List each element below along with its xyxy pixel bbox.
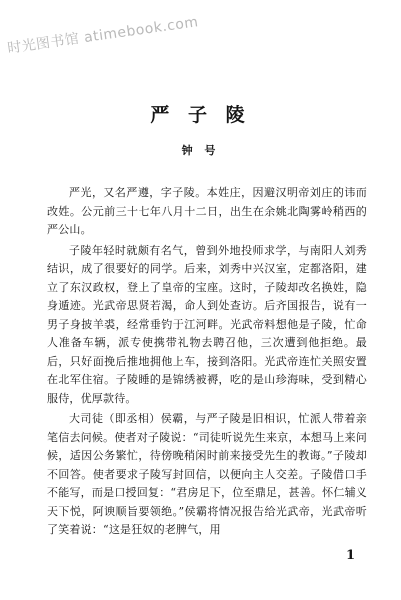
author-name: 钟 号: [181, 144, 220, 157]
page-number: 1: [346, 548, 356, 563]
body-text: [47, 184, 367, 542]
paragraph: 大司徒（即丞相）侯霸，与严子陵是旧相识，忙派人带着亲笔信去问候。使者对子陵说：“司徒听说先生来京，本想马上来问候，适因公务繁忙，待傍晚稍闲时前来接受先生的教诲。”子陵却不回答。使者要求子陵写封回信，以便向主人交差。子陵借口手不能写，而是口授回复：“君房足下，位至鼎足，甚善。怀仁辅义天下悦，阿谀顺旨要领绝。”侯霸将情况报告给光武帝，光武帝听了笑着说：“这是狂奴的老脾气，用: [47, 412, 367, 536]
watermark-text: 时光图书馆 atimebook.com: [6, 14, 200, 57]
page-title: 严 子 陵: [150, 104, 251, 126]
paragraph: 子陵年轻时就颇有名气，曾到外地投师求学，与南阳人刘秀结识，成了很要好的同学。后来，刘秀中兴汉室，定都洛阳，建立了东汉政权，登上了皇帝的宝座。这时，子陵却改名换姓，隐身遁迹。光武帝思贤若渴，命人到处查访。后齐国报告，说有一男子身披羊裘，经常垂钓于江河畔。光武帝料想他是子陵，忙命人准备车辆，派专使携带礼物去聘召他，三次遭到他拒绝。最后，只好面挽后推地拥他上车，接到洛阳。光武帝连忙关照安置在北军住宿。子陵睡的是锦绣被褥，吃的是山珍海味，受到精心服侍，优厚款待。: [47, 243, 367, 405]
paragraph: 严光，又名严遵，字子陵。本姓庄，因避汉明帝刘庄的讳而改姓。公元前三十七年八月十二日，出生在余姚北陶雾岭稍西的严公山。: [47, 186, 367, 236]
